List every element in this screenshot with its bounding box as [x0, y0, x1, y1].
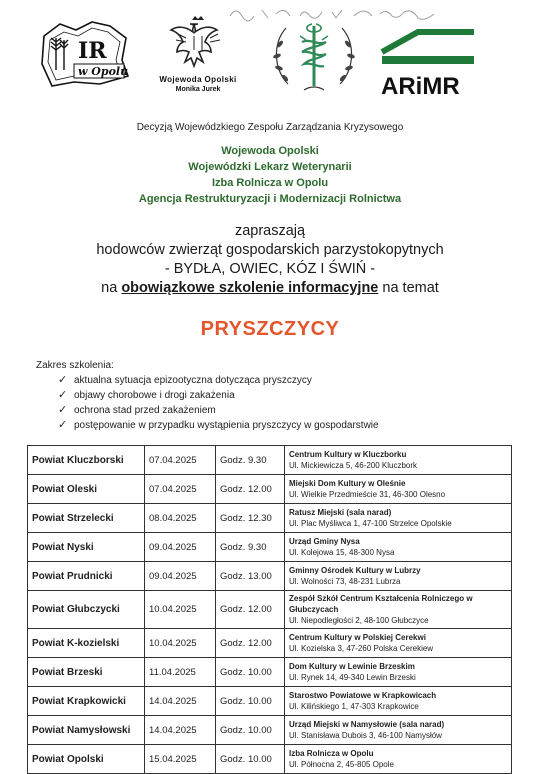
venue-cell: [285, 658, 512, 687]
venue-name: Dom Kultury w Lewinie Brzeskim: [289, 662, 415, 671]
organizer-2: Wojewódzki Lekarz Weterynarii: [188, 161, 352, 173]
powiat-cell: Powiat Brzeski: [28, 658, 145, 687]
venue-name: Zespół Szkół Centrum Kształcenia Rolniczego w Głubczycach: [289, 594, 473, 614]
date-cell: 08.04.2025: [145, 504, 216, 533]
date-cell: 10.04.2025: [145, 591, 216, 629]
venue-address: Ul. Kilińskiego 1, 47-303 Krapkowice: [289, 702, 419, 711]
venue-address: Ul. Rynek 14, 49-340 Lewin Brzeski: [289, 673, 416, 682]
venue-address: Ul. Niepodległości 2, 48-100 Głubczyce: [289, 616, 429, 625]
time-cell: Godz. 9.30: [216, 533, 285, 562]
venue-address: Ul. Kozielska 3, 47-260 Polska Cerekiew: [289, 644, 434, 653]
venue-cell: [285, 745, 512, 774]
arimr-text: ARiMR: [381, 73, 460, 100]
time-cell: Godz. 9.30: [216, 446, 285, 475]
powiat-cell: Powiat K-kozielski: [28, 629, 145, 658]
table-row: [28, 745, 512, 774]
page-title: PRYSZCZYCY: [200, 318, 340, 340]
invite-line-3: - BYDŁA, OWIEC, KÓZ I ŚWIŃ -: [164, 261, 376, 277]
checkmark-icon: ✓: [58, 389, 68, 401]
table-row: [28, 658, 512, 687]
scope-heading: Zakres szkolenia:: [36, 360, 114, 371]
training-scope: [36, 360, 516, 433]
venue-name: Miejski Dom Kultury w Oleśnie: [289, 479, 406, 488]
venue-address: Ul. Wolności 73, 48-231 Lubrza: [289, 577, 401, 586]
date-cell: 09.04.2025: [145, 533, 216, 562]
veterinary-logo: [268, 14, 360, 100]
schedule-table: [27, 445, 512, 774]
powiat-cell: Powiat Kluczborski: [28, 446, 145, 475]
scope-item-text: objawy chorobowe i drogi zakażenia: [74, 390, 235, 401]
venue-cell: [285, 504, 512, 533]
time-cell: Godz. 10.00: [216, 658, 285, 687]
wojewoda-logo: [148, 14, 248, 104]
table-row: [28, 716, 512, 745]
scope-item: [58, 403, 516, 418]
arimr-logo: [378, 22, 478, 102]
organizer-3: Izba Rolnicza w Opolu: [211, 177, 329, 189]
table-row: [28, 504, 512, 533]
venue-cell: [285, 687, 512, 716]
wojewoda-person: Monika Jurek: [175, 86, 221, 93]
powiat-cell: Powiat Opolski: [28, 745, 145, 774]
eagle-icon: [168, 14, 228, 68]
powiat-cell: Powiat Prudnicki: [28, 562, 145, 591]
venue-address: Ul. Wielkie Przedmieście 31, 46-300 Olesno: [289, 490, 446, 499]
scope-item: [58, 388, 516, 403]
invite-line-1: zapraszają: [234, 223, 306, 239]
venue-address: Ul. Plac Myśliwca 1, 47-100 Strzelce Opolskie: [289, 519, 452, 528]
venue-name: Centrum Kultury w Kluczborku: [289, 450, 407, 459]
table-row: [28, 446, 512, 475]
scope-list: [36, 373, 516, 433]
wojewoda-name: Wojewoda Opolski: [159, 75, 237, 84]
powiat-cell: Powiat Nyski: [28, 533, 145, 562]
invite-line-4-pre: na: [101, 280, 122, 296]
venue-cell: [285, 591, 512, 629]
venue-cell: [285, 562, 512, 591]
checkmark-icon: ✓: [58, 404, 68, 416]
date-cell: 14.04.2025: [145, 687, 216, 716]
powiat-cell: Powiat Namysłowski: [28, 716, 145, 745]
organizers-list: [0, 143, 540, 207]
table-row: [28, 629, 512, 658]
invite-line-4-underlined: obowiązkowe szkolenie informacyjne: [121, 280, 379, 296]
date-cell: 09.04.2025: [145, 562, 216, 591]
table-row: [28, 562, 512, 591]
time-cell: Godz. 10.00: [216, 716, 285, 745]
venue-address: Ul. Kolejowa 15, 48-300 Nysa: [289, 548, 395, 557]
scope-item-text: ochrona stad przed zakażeniem: [74, 405, 216, 416]
checkmark-icon: ✓: [58, 374, 68, 386]
powiat-cell: Powiat Głubczycki: [28, 591, 145, 629]
invitation-block: [0, 222, 540, 298]
venue-name: Centrum Kultury w Polskiej Cerekwi: [289, 633, 426, 642]
scope-item: [58, 418, 516, 433]
venue-name: Urząd Gminy Nysa: [289, 537, 360, 546]
caduceus-wreath-icon: [268, 14, 360, 100]
invite-line-2: hodowców zwierząt gospodarskich parzystokopytnych: [96, 242, 444, 258]
venue-name: Starostwo Powiatowe w Krapkowicach: [289, 691, 437, 700]
time-cell: Godz. 10.00: [216, 745, 285, 774]
table-row: [28, 475, 512, 504]
powiat-cell: Powiat Oleski: [28, 475, 145, 504]
time-cell: Godz. 10.00: [216, 687, 285, 716]
time-cell: Godz. 12.30: [216, 504, 285, 533]
venue-cell: [285, 629, 512, 658]
venue-name: Urząd Miejski w Namysłowie (sala narad): [289, 720, 445, 729]
time-cell: Godz. 12.00: [216, 629, 285, 658]
time-cell: Godz. 12.00: [216, 475, 285, 504]
invite-line-4: [0, 279, 540, 298]
date-cell: 11.04.2025: [145, 658, 216, 687]
date-cell: 07.04.2025: [145, 446, 216, 475]
date-cell: 10.04.2025: [145, 629, 216, 658]
scope-item-text: aktualna sytuacja epizootyczna dotycząca pryszczycy: [74, 375, 312, 386]
venue-address: Ul. Północna 2, 45-805 Opole: [289, 760, 394, 769]
organizer-4: Agencja Restrukturyzacji i Modernizacji Rolnictwa: [138, 193, 402, 205]
venue-address: Ul. Mickiewicza 5, 46-200 Kluczbork: [289, 461, 418, 470]
time-cell: Godz. 13.00: [216, 562, 285, 591]
logo-ir-subtext: w Opolu: [78, 65, 129, 78]
table-row: [28, 687, 512, 716]
venue-address: Ul. Stanisława Dubois 3, 46-100 Namysłów: [289, 731, 442, 740]
logo-ir-text: IR: [78, 38, 107, 64]
scope-item-text: postępowanie w przypadku wystąpienia pryszczycy w gospodarstwie: [74, 420, 379, 431]
venue-cell: [285, 533, 512, 562]
date-cell: 07.04.2025: [145, 475, 216, 504]
venue-cell: [285, 475, 512, 504]
powiat-cell: Powiat Strzelecki: [28, 504, 145, 533]
venue-cell: [285, 716, 512, 745]
venue-name: Izba Rolnicza w Opolu: [289, 749, 374, 758]
table-row: [28, 533, 512, 562]
organizer-1: Wojewoda Opolski: [221, 145, 319, 157]
venue-cell: [285, 446, 512, 475]
invite-line-4-post: na temat: [378, 280, 439, 296]
time-cell: Godz. 12.00: [216, 591, 285, 629]
logo-row: [0, 0, 540, 110]
venue-name: Ratusz Miejski (sala narad): [289, 508, 392, 517]
schedule-body: [28, 446, 512, 774]
checkmark-icon: ✓: [58, 419, 68, 431]
decision-text: Decyzją Wojewódzkiego Zespołu Zarządzania Kryzysowego: [136, 122, 404, 133]
powiat-cell: Powiat Krapkowicki: [28, 687, 145, 716]
scope-item: [58, 373, 516, 388]
table-row: [28, 591, 512, 629]
date-cell: 14.04.2025: [145, 716, 216, 745]
izba-rolnicza-logo: [40, 20, 132, 88]
date-cell: 15.04.2025: [145, 745, 216, 774]
venue-name: Gminny Ośrodek Kultury w Lubrzy: [289, 566, 421, 575]
